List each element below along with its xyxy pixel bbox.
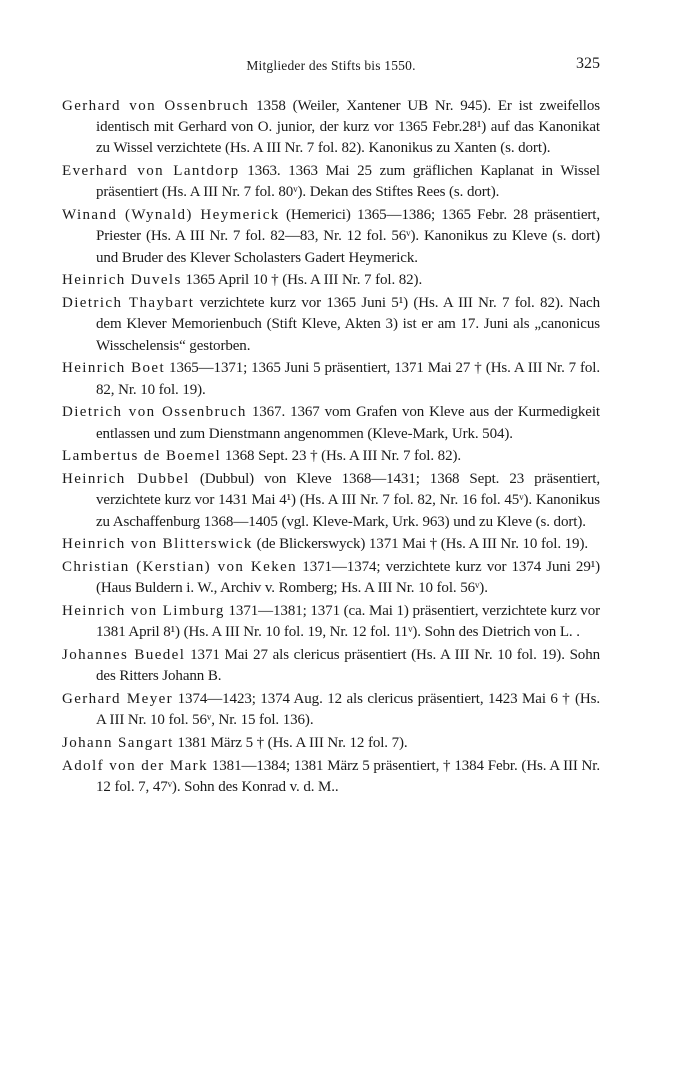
- entry: [62, 293, 600, 357]
- entry: [62, 601, 600, 643]
- entry: [62, 733, 600, 754]
- entry-name: Lambertus de Boemel: [62, 448, 222, 465]
- entry-name: Gerhard von Ossenbruch: [62, 98, 250, 114]
- entry: [62, 96, 600, 160]
- entry: [62, 534, 600, 555]
- entry-name: Winand (Wynald) Heymerick: [62, 207, 280, 224]
- entry-name: Adolf von der Mark: [62, 758, 208, 774]
- entry-text: (Dubbul) von Kleve 1368—1431; 1368 Sept. 23 präsentiert, verzichtete kurz vor 1431 Mai 4¹) (Hs. A III Nr. 7 fol. 82, Nr. 16 fol. 45ᵛ). Kanonikus zu Aschaffenburg 1368—1405 (vgl. Kleve-Mark, Urk. 963) und zu Kleve (s. dort).: [96, 471, 600, 530]
- entry-name: Christian (Kerstian) von Keken: [62, 559, 298, 576]
- page-number: 325: [576, 55, 600, 72]
- entry-text: 1363. 1363 Mai 25 zum gräflichen Kaplanat in Wissel präsentiert (Hs. A III Nr. 7 fol. 80ᵛ). Dekan des Stiftes Rees (s. dort).: [96, 163, 600, 201]
- entry-text: 1371—1381; 1371 (ca. Mai 1) präsentiert, verzichtete kurz vor 1381 April 8¹) (Hs. A III Nr. 10 fol. 19, Nr. 12 fol. 11ᵛ). Sohn des Dietrich von L. .: [96, 603, 600, 641]
- entry-name: Johannes Buedel: [62, 647, 186, 664]
- entry: [62, 402, 600, 444]
- entry-text: 1367. 1367 vom Grafen von Kleve aus der Kurmedigkeit entlassen und zum Dienstmann angenommen (Kleve-Mark, Urk. 504).: [96, 404, 600, 442]
- entry: [62, 205, 600, 269]
- entry: [62, 161, 600, 203]
- entry-name: Dietrich von Ossenbruch: [62, 404, 247, 421]
- entry-text: 1371 Mai 27 als clericus präsentiert (Hs. A III Nr. 10 fol. 19). Sohn des Ritters Johann B.: [96, 647, 601, 685]
- entry: [62, 756, 600, 798]
- entry: [62, 446, 600, 467]
- entry-text: 1371—1374; verzichtete kurz vor 1374 Juni 29¹) (Haus Buldern i. W., Archiv v. Romberg; Hs. A III Nr. 10 fol. 56ᵛ).: [96, 559, 601, 597]
- entry-text: (Hemerici) 1365—1386; 1365 Febr. 28 präsentiert, Priester (Hs. A III Nr. 7 fol. 82—83, Nr. 12 fol. 56ᵛ). Kanonikus zu Kleve (s. dort) und Bruder des Klever Scholasters Gadert Heymerick.: [96, 207, 601, 266]
- entry-name: Heinrich von Limburg: [62, 603, 225, 620]
- entry-list: [62, 96, 600, 800]
- entry-text: 1365—1371; 1365 Juni 5 präsentiert, 1371 Mai 27 † (Hs. A III Nr. 7 fol. 82, Nr. 10 fol. 19).: [96, 360, 601, 398]
- entry-name: Dietrich Thaybart: [62, 295, 195, 312]
- entry: [62, 270, 600, 291]
- page-header: [62, 55, 600, 82]
- entry-text: 1381 März 5 † (Hs. A III Nr. 12 fol. 7).: [177, 735, 408, 752]
- entry: [62, 645, 600, 687]
- entry-name: Heinrich von Blitterswick: [62, 536, 253, 553]
- entry-text: 1358 (Weiler, Xantener UB Nr. 945). Er ist zweifellos identisch mit Gerhard von O. junior, der kurz vor 1365 Febr.28¹) auf das Kanonikat zu Wissel verzichtete (Hs. A III Nr. 7 fol. 82). Kanonikus zu Xanten (s. dort).: [96, 98, 601, 157]
- entry-name: Gerhard Meyer: [62, 691, 174, 708]
- entry-text: 1365 April 10 † (Hs. A III Nr. 7 fol. 82).: [185, 272, 423, 289]
- entry: [62, 358, 600, 400]
- entry: [62, 689, 600, 731]
- entry-text: verzichtete kurz vor 1365 Juni 5¹) (Hs. A III Nr. 7 fol. 82). Nach dem Klever Memorienbuch (Stift Kleve, Akten 3) ist er am 17. Juni als „canonicus Wisschelensis“ gestorben.: [96, 295, 600, 354]
- entry-name: Heinrich Duvels: [62, 272, 182, 289]
- entry-name: Heinrich Dubbel: [62, 471, 190, 488]
- entry-text: 1368 Sept. 23 † (Hs. A III Nr. 7 fol. 82).: [224, 448, 462, 465]
- entry-name: Johann Sangart: [62, 735, 174, 752]
- entry-name: Everhard von Lantdorp: [62, 163, 240, 180]
- running-title: Mitglieder des Stifts bis 1550.: [246, 58, 416, 73]
- entry-name: Heinrich Boet: [62, 360, 166, 377]
- entry-text: (de Blickerswyck) 1371 Mai † (Hs. A III Nr. 10 fol. 19).: [256, 536, 588, 553]
- entry: [62, 469, 600, 533]
- entry-text: 1381—1384; 1381 März 5 präsentiert, † 1384 Febr. (Hs. A III Nr. 12 fol. 7, 47ᵛ). Sohn des Konrad v. d. M..: [96, 758, 600, 796]
- entry-text: 1374—1423; 1374 Aug. 12 als clericus präsentiert, 1423 Mai 6 † (Hs. A III Nr. 10 fol. 56ᵛ, Nr. 15 fol. 136).: [96, 691, 600, 729]
- entry: [62, 557, 600, 599]
